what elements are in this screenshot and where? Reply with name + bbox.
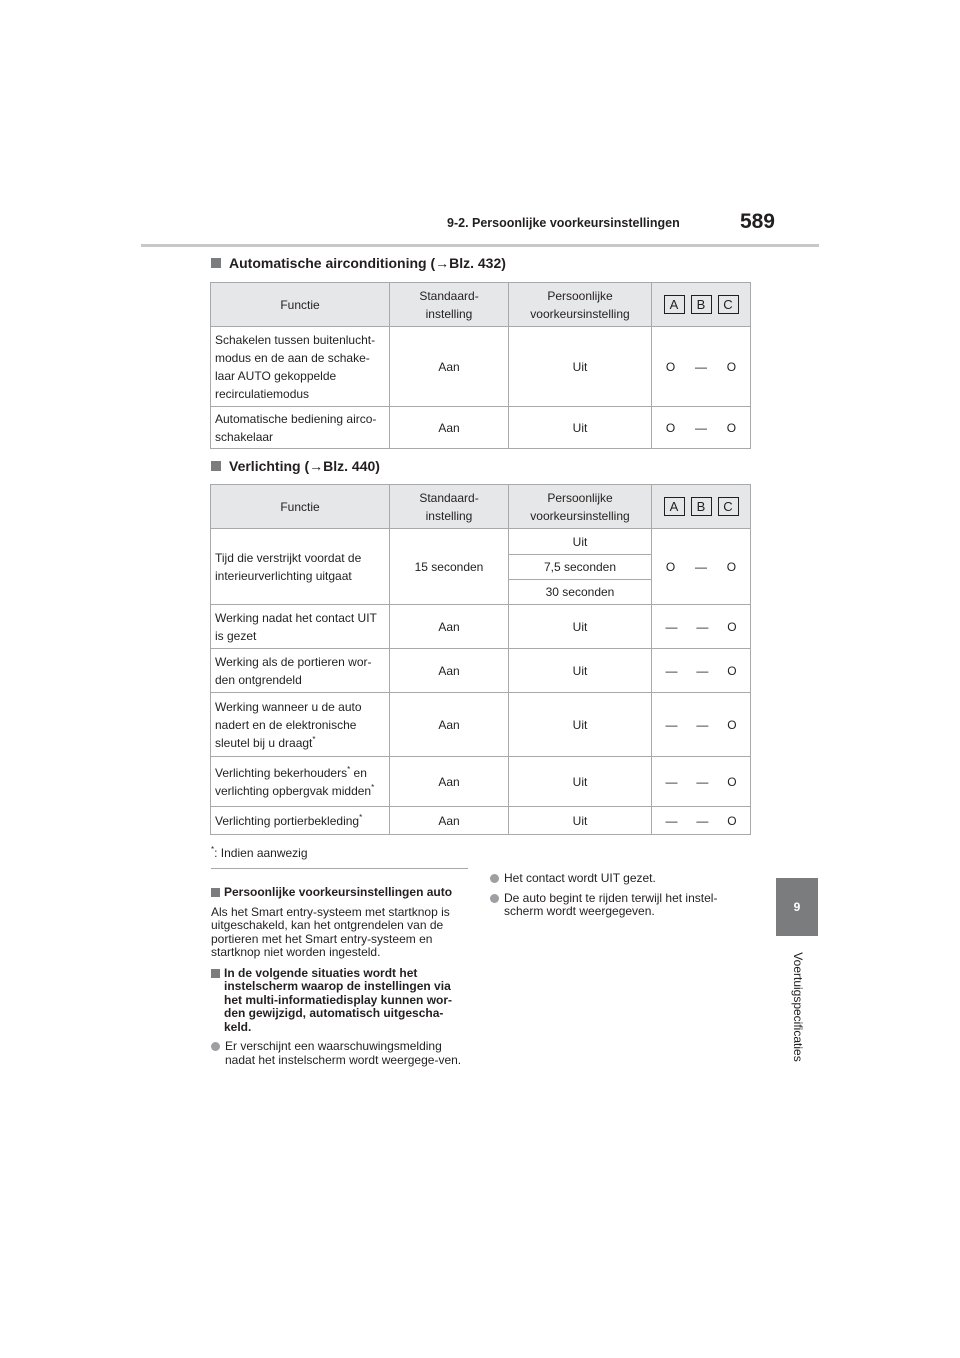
header-abc [652,283,751,327]
column-b-badge: B [691,295,712,314]
cell-a: — [665,774,678,789]
cell-b: — [696,663,709,678]
column-c-badge: C [718,497,739,516]
cell-personal: Uit [509,693,652,757]
column-a-badge: A [664,295,685,314]
cell-function: Automatische bediening airco- schakelaar [211,407,390,449]
list-item [490,892,750,919]
cell-abc [652,807,751,835]
cell-default: Aan [390,605,509,649]
footnote-mark: * [359,812,363,822]
table-row [211,605,751,649]
chapter-title-text: Voertuigspecificaties [791,952,805,1062]
notes-divider [211,868,468,869]
note-heading-text: In de volgende situaties wordt het instelscherm waarop de instellingen via het multi-informatiedisplay kunnen wor-den gewijzigd, automatisch uitgescha-keld. [224,965,453,1034]
footnote-mark: * [312,734,316,744]
circle-bullet-icon [211,1042,220,1051]
notes-right-column [490,872,750,919]
function-line: sleutel bij u draagt [215,735,313,750]
table-row [211,693,751,757]
footnote-mark: * [347,764,351,774]
list-item [211,1040,469,1067]
header-personal: Persoonlijke voorkeursinstelling [509,283,652,327]
cell-a: O [665,420,676,435]
cell-c: O [726,420,737,435]
circle-bullet-icon [490,874,499,883]
table-row [211,649,751,693]
function-text: Verlichting bekerhouders [215,765,348,780]
section-heading-text: Verlichting (→Blz. 440) [229,458,380,474]
table-row [211,757,751,807]
table-header-row [211,485,751,529]
cell-function [211,757,390,807]
section-heading-text: Automatische airconditioning (→Blz. 432) [229,255,506,271]
function-line: Werking wanneer u de auto [215,699,362,714]
cell-personal: Uit [509,649,652,693]
note-heading [211,886,469,900]
footnote-mark: * [211,845,215,854]
function-text: verlichting opbergvak midden [215,783,372,798]
cell-c: O [726,559,737,574]
cell-a: O [665,359,676,374]
footnote-mark: * [371,782,375,792]
header-function: Functie [211,485,390,529]
cell-a: O [665,559,676,574]
table-row [211,807,751,835]
cell-personal: Uit [509,757,652,807]
cell-function: Tijd die verstrijkt voordat de interieurverlichting uitgaat [211,529,390,605]
cell-c: O [727,663,737,678]
cell-b: — [694,359,707,374]
cell-default: Aan [390,407,509,449]
cell-abc [652,757,751,807]
cell-b: — [696,619,709,634]
footnote-text: : Indien aanwezig [214,846,308,860]
square-bullet-icon [211,969,220,978]
cell-b: — [694,559,707,574]
cell-abc [652,407,751,449]
airco-settings-table [210,282,751,449]
function-line: nadert en de elektronische [215,717,357,732]
table-row [211,407,751,449]
header-rule [141,244,819,247]
cell-default: Aan [390,693,509,757]
cell-function: Werking nadat het contact UIT is gezet [211,605,390,649]
cell-b: — [694,420,707,435]
list-item-text: Het contact wordt UIT gezet. [504,871,656,885]
chapter-title [778,944,818,1070]
cell-personal-option: Uit [509,529,652,555]
cell-c: O [727,774,737,789]
column-c-badge: C [718,295,739,314]
cell-c: O [727,717,737,732]
page-number: 589 [739,210,775,233]
header-personal: Persoonlijke voorkeursinstelling [509,485,652,529]
cell-function: Schakelen tussen buitenlucht- modus en de aan de schake- laar AUTO gekoppelde recirculatiemodus [211,327,390,407]
section-heading-lighting [211,458,380,474]
header-default: Standaard- instelling [390,283,509,327]
cell-abc [652,693,751,757]
cell-abc [652,529,751,605]
chapter-tab: 9 [776,878,818,936]
running-header: 9-2. Persoonlijke voorkeursinstellingen [447,216,680,230]
column-b-badge: B [691,497,712,516]
cell-a: — [665,663,678,678]
list-item-text: De auto begint te rijden terwijl het instel-scherm wordt weergegeven. [504,890,718,918]
note-heading-text: Persoonlijke voorkeursinstellingen auto [224,885,453,899]
function-text: Verlichting portierbekleding [215,813,360,828]
cell-function: Werking als de portieren wor- den ontgrendeld [211,649,390,693]
cell-function [211,807,390,835]
column-a-badge: A [664,497,685,516]
cell-personal: Uit [509,605,652,649]
cell-b: — [696,717,709,732]
header-default: Standaard- instelling [390,485,509,529]
cell-c: O [726,359,737,374]
note-heading [211,967,469,1035]
circle-bullet-icon [490,894,499,903]
cell-c: O [727,619,737,634]
cell-b: — [696,813,709,828]
cell-personal-option: 7,5 seconden [509,555,652,580]
header-abc [652,485,751,529]
table-row [211,529,751,555]
list-item [490,872,750,886]
cell-default: Aan [390,327,509,407]
cell-personal: Uit [509,807,652,835]
table-header-row [211,283,751,327]
lighting-settings-table [210,484,751,835]
cell-default: Aan [390,757,509,807]
cell-personal: Uit [509,407,652,449]
notes-left-column [211,886,469,1067]
header-function: Functie [211,283,390,327]
note-paragraph: Als het Smart entry-systeem met startknop is uitgeschakeld, kan het ontgrendelen van de portieren met het Smart entry-systeem en startknop niet worden ingesteld. [211,904,450,959]
cell-abc [652,327,751,407]
cell-abc [652,649,751,693]
cell-function [211,693,390,757]
cell-a: — [665,619,678,634]
cell-b: — [696,774,709,789]
table-footnote [211,846,308,860]
square-bullet-icon [211,258,221,268]
cell-a: — [665,717,678,732]
cell-default: Aan [390,649,509,693]
section-heading-airco [211,255,506,271]
cell-a: — [665,813,678,828]
cell-c: O [727,813,737,828]
square-bullet-icon [211,888,220,897]
cell-personal-option: 30 seconden [509,580,652,605]
list-item-text: Er verschijnt een waarschuwingsmelding nadat het instelscherm wordt weergege-ven. [225,1039,462,1067]
function-text: en [350,765,367,780]
cell-abc [652,605,751,649]
cell-default: 15 seconden [390,529,509,605]
square-bullet-icon [211,461,221,471]
cell-default: Aan [390,807,509,835]
table-row [211,327,751,407]
cell-personal: Uit [509,327,652,407]
